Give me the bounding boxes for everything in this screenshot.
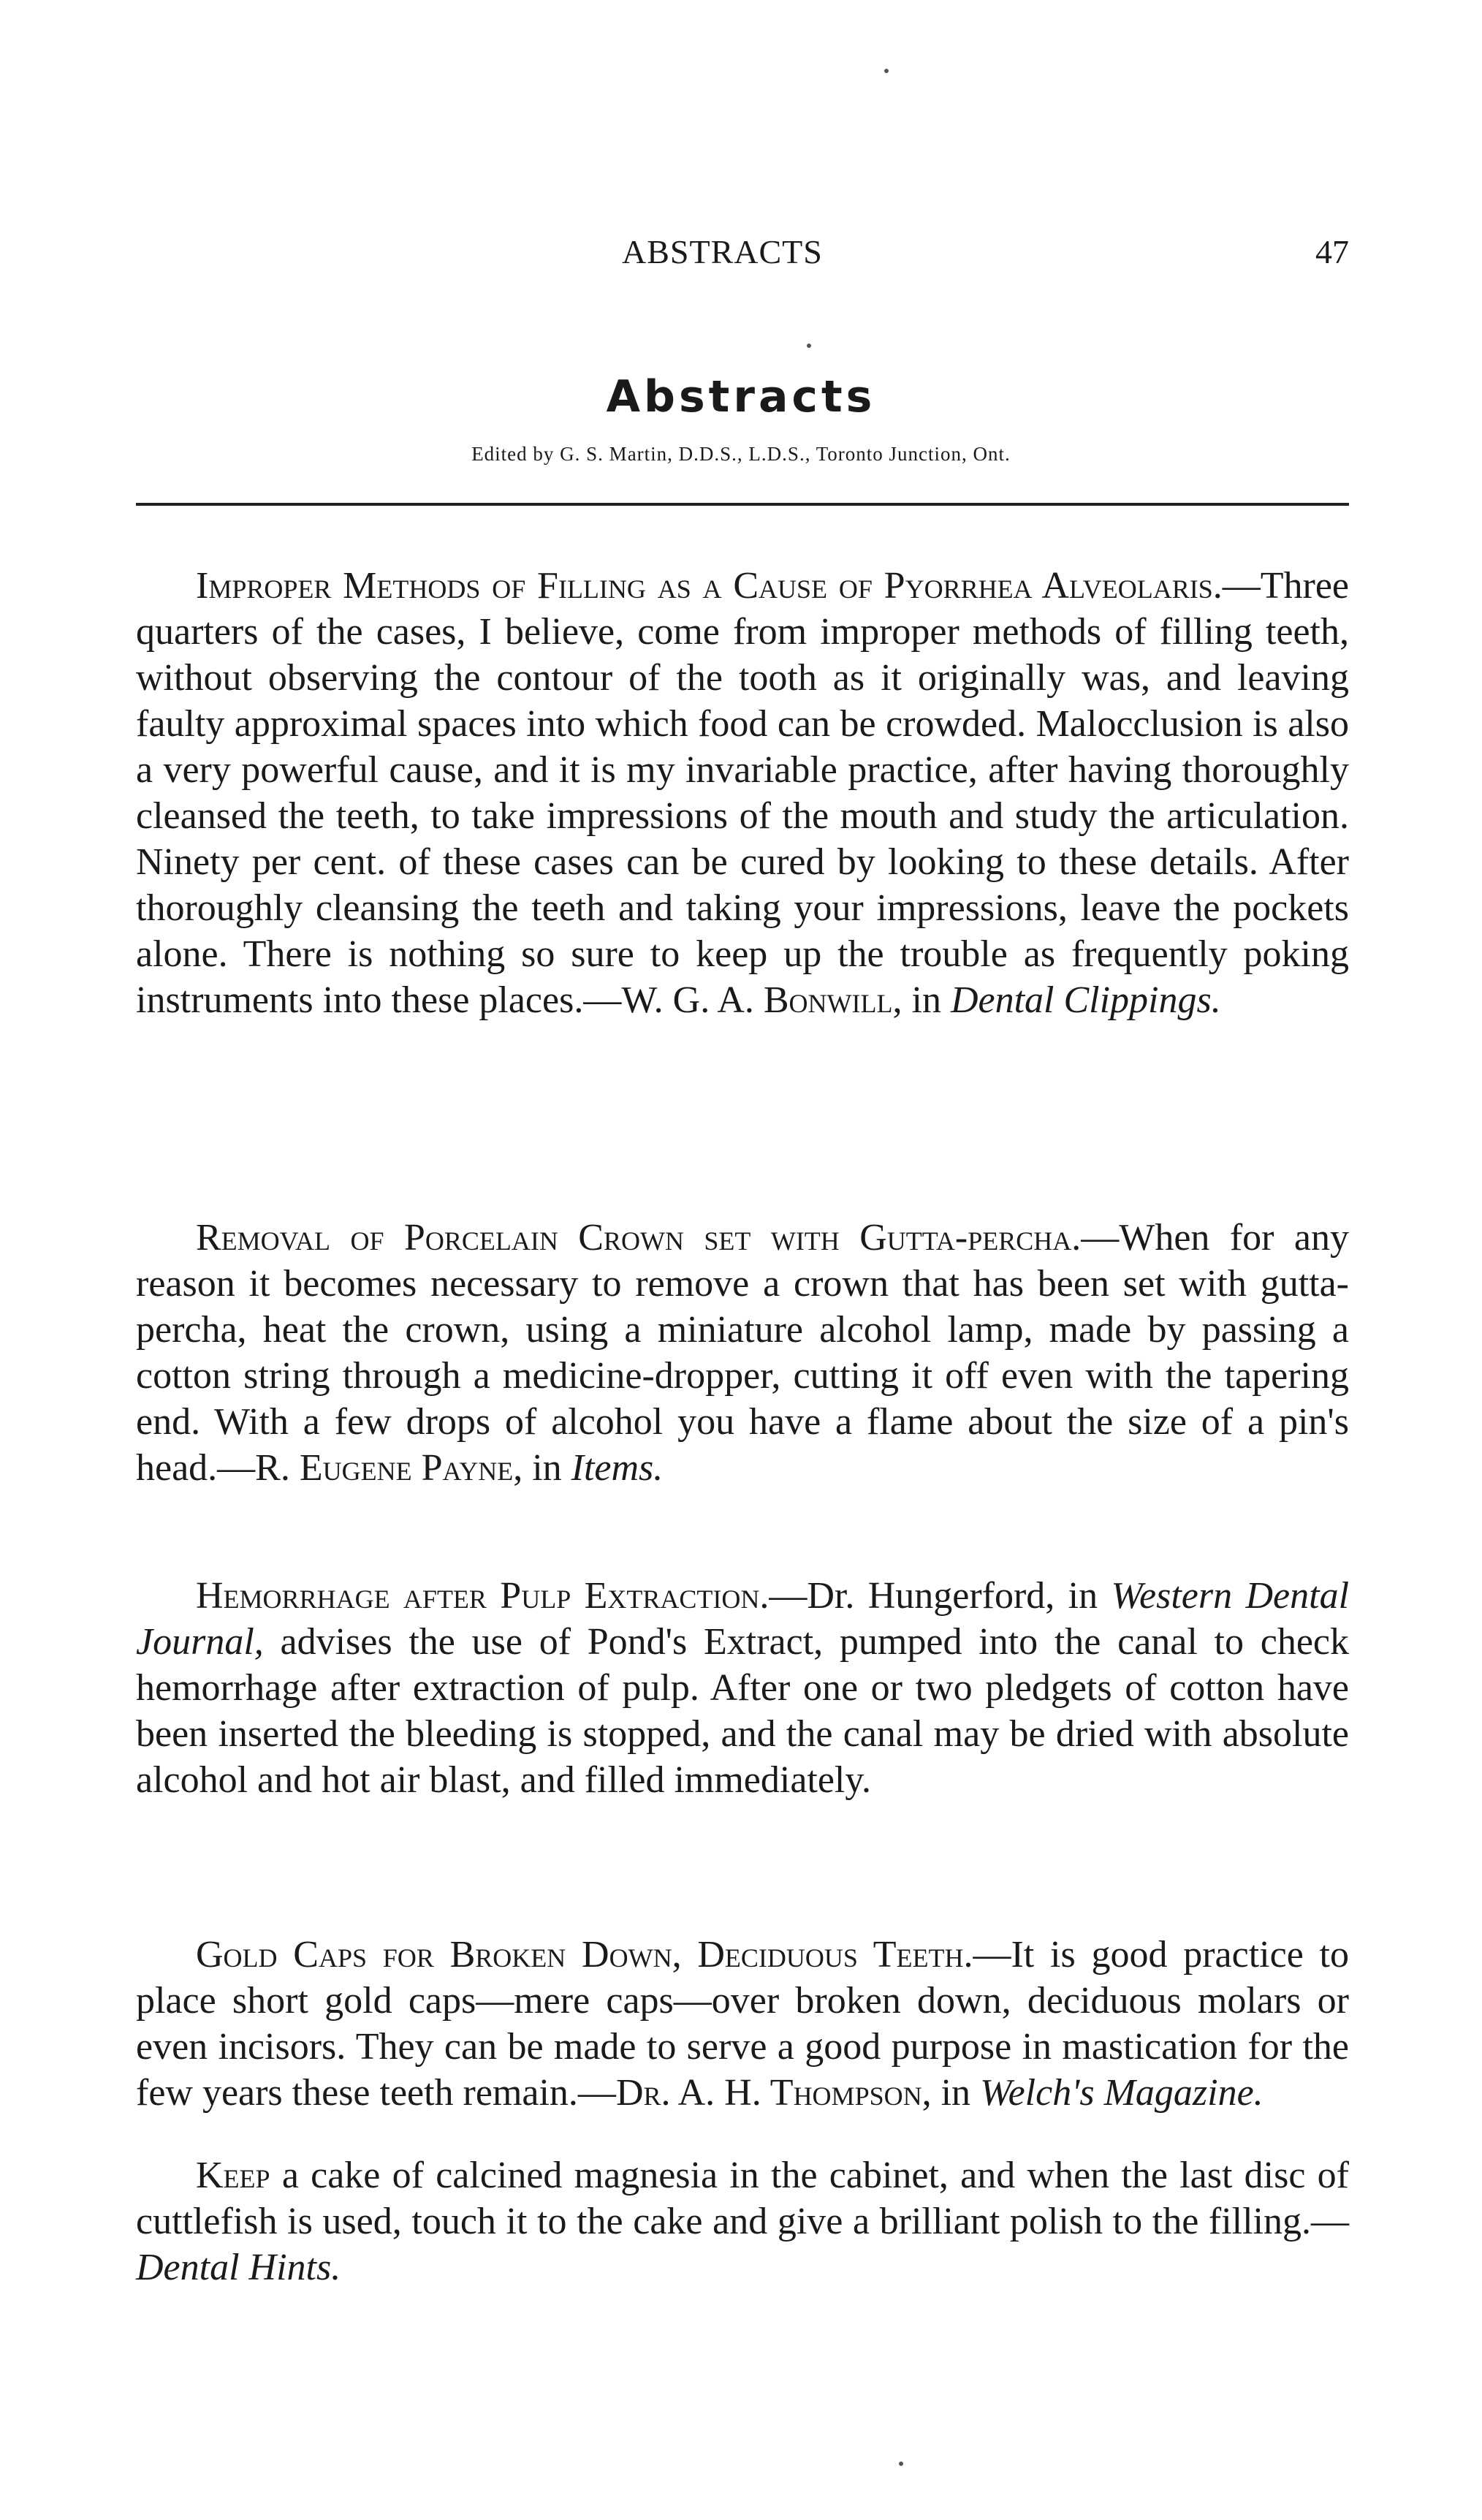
ink-speck xyxy=(899,2462,903,2466)
section-title: Abstracts xyxy=(606,371,876,422)
abstract-body: —When for any reason it becomes necessary to remove a crown that has been set with gutta-percha, heat the crown, using a miniature alcohol lamp, made by passing a cotton string through a medicine-dropper, cutting it off even with the tapering end. With a few drops of alcohol you have a flame about the size of a pin's head.— xyxy=(136,1217,1349,1489)
abstract-in: in xyxy=(931,2072,981,2114)
abstract-author: R. Eugene Payne, xyxy=(255,1447,523,1489)
ink-speck xyxy=(807,344,811,348)
abstract-body: a cake of calcined magnesia in the cabinet, and when the last disc of cuttlefish is used, touch it to the cake and give a brilliant polish to the filling.— xyxy=(136,2155,1349,2242)
abstract-author: Dr. A. H. Thompson, xyxy=(615,2072,932,2114)
abstract-body: —Dr. Hungerford, in xyxy=(769,1575,1112,1617)
abstract-magnesia xyxy=(136,2152,1349,2291)
page-number: 47 xyxy=(1315,233,1349,270)
abstract-author: W. G. A. Bonwill, xyxy=(621,979,902,1021)
abstract-in: in xyxy=(902,979,951,1021)
abstract-source: Items. xyxy=(571,1447,664,1489)
abstract-porcelain-crown xyxy=(136,1215,1349,1491)
abstract-in: in xyxy=(522,1447,571,1489)
title-rule xyxy=(136,503,1349,506)
abstract-gold-caps xyxy=(136,1932,1349,2116)
abstract-heading: Gold Caps for Broken Down, Deciduous Teeth. xyxy=(196,1934,973,1976)
abstract-source: Dental Hints. xyxy=(136,2247,341,2288)
abstract-heading: Improper Methods of Filling as a Cause of Pyorrhea Alveolaris. xyxy=(196,565,1223,607)
running-head xyxy=(136,232,1349,276)
abstract-body: —Three quarters of the cases, I believe, come from improper methods of filling teeth, without observing the contour of the tooth as it originally was, and leaving faulty approximal spaces into which food can be crowded. Malocclusion is also a very powerful cause, and it is my invariable practice, after having thoroughly cleansed the teeth, to take impressions of the mouth and study the articulation. Ninety per cent. of these cases can be cured by looking to these details. After thoroughly cleansing the teeth and taking your impressions, leave the pockets alone. There is nothing so sure to keep up the trouble as frequently poking instruments into these places.— xyxy=(136,565,1349,1021)
abstract-heading: Hemorrhage after Pulp Extraction. xyxy=(196,1575,770,1617)
abstract-pyorrhea xyxy=(136,563,1349,1023)
abstract-hemorrhage xyxy=(136,1573,1349,1803)
editor-credit: Edited by G. S. Martin, D.D.S., L.D.S., Toronto Junction, Ont. xyxy=(471,443,1011,465)
ink-speck xyxy=(884,69,889,73)
abstract-source: Dental Clippings. xyxy=(950,979,1221,1021)
abstract-journal: Western Dental Journal, xyxy=(136,1575,1350,1663)
abstract-source: Welch's Magazine. xyxy=(980,2072,1264,2114)
running-title: ABSTRACTS xyxy=(622,233,823,270)
abstract-body-continued: advises the use of Pond's Extract, pumped into the canal to check hemorrhage after extraction of pulp. After one or two pledgets of cotton have been inserted the bleeding is stopped, and the canal may be dried with absolute alcohol and hot air blast, and filled immediately. xyxy=(136,1621,1349,1801)
abstract-lead-word: Keep xyxy=(196,2155,270,2196)
abstract-heading: Removal of Porcelain Crown set with Gutta-percha. xyxy=(196,1217,1082,1259)
abstract-body: —It is good practice to place short gold caps—mere caps—over broken down, deciduous molars or even incisors. They can be made to serve a good purpose in mastication for the few years these teeth remain.— xyxy=(136,1934,1349,2114)
